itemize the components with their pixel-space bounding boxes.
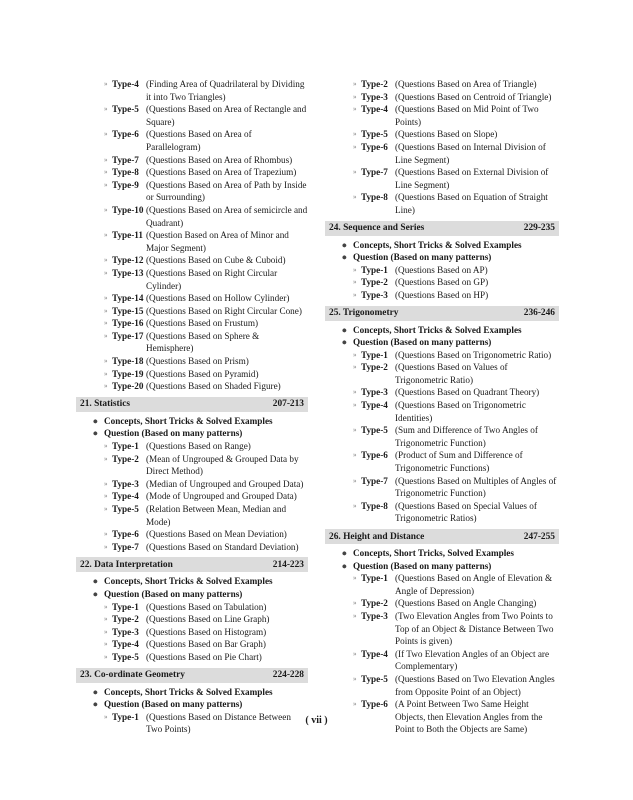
bullet-text: Concepts, Short Tricks & Solved Examples <box>104 686 273 697</box>
toc-type-entry <box>325 349 559 362</box>
type-description: (Questions Based on Line Graph) <box>146 614 270 625</box>
chapter-pages: 214-223 <box>272 559 304 570</box>
chevron-right-icon: » <box>104 357 108 366</box>
toc-type-entry <box>325 500 559 525</box>
type-label: Type-3 <box>361 289 388 300</box>
chevron-right-icon: » <box>353 611 357 620</box>
chevron-right-icon: » <box>353 92 357 101</box>
toc-bullet <box>76 575 308 588</box>
type-label: Type-5 <box>361 425 388 436</box>
toc-bullet <box>325 251 559 264</box>
toc-type-entry <box>76 651 308 664</box>
chevron-right-icon: » <box>104 306 108 315</box>
type-description: (Questions Based on Shaded Figure) <box>146 381 281 392</box>
type-label: Type-17 <box>112 330 144 341</box>
type-description: (Two Elevation Angles from Two Points to Top of an Object & Distance Between Two Points is given) <box>395 610 554 647</box>
type-label: Type-1 <box>361 349 388 360</box>
chapter-heading <box>76 557 308 572</box>
type-label: Type-9 <box>112 179 139 190</box>
type-description: (Questions Based on Sphere & Hemisphere) <box>146 330 260 354</box>
type-description: (Questions Based on Trigonometric Identities) <box>395 400 526 423</box>
chevron-right-icon: » <box>353 476 357 485</box>
bullet-icon: ● <box>341 252 347 263</box>
type-description: (A Point Between Two Same Height Objects, then Elevation Angles from the Point to Both the Objects are Same) <box>395 699 543 735</box>
toc-type-entry <box>76 254 308 267</box>
toc-type-entry <box>325 191 559 216</box>
type-description: (Questions Based on AP) <box>395 264 488 275</box>
chevron-right-icon: » <box>104 627 108 636</box>
type-description: (Question Based on Area of Minor and Major Segment) <box>146 230 289 253</box>
type-description: (Questions Based on Angle Changing) <box>395 598 537 609</box>
type-label: Type-2 <box>112 453 139 464</box>
type-description: (Relation Between Mean, Median and Mode) <box>146 504 287 527</box>
toc-bullet <box>325 547 559 560</box>
toc-bullet <box>76 427 308 440</box>
type-description: (Questions Based on Right Circular Cylinder) <box>146 267 278 291</box>
chevron-right-icon: » <box>353 674 357 683</box>
type-label: Type-4 <box>112 639 139 650</box>
type-description: (Questions Based on Multiples of Angles of Trigonometric Function) <box>395 475 557 499</box>
toc-type-entry <box>325 475 559 500</box>
type-label: Type-8 <box>361 500 388 511</box>
chapter-title: 21. Statistics <box>80 399 130 410</box>
type-label: Type-12 <box>112 255 144 266</box>
chapter-heading <box>325 221 559 236</box>
toc-type-entry <box>76 330 308 355</box>
type-description: (Finding Area of Quadrilateral by Dividing it into Two Triangles) <box>146 79 305 102</box>
chevron-right-icon: » <box>104 294 108 303</box>
type-label: Type-4 <box>112 491 139 502</box>
chevron-right-icon: » <box>353 451 357 460</box>
type-label: Type-3 <box>361 91 388 102</box>
right-column <box>325 78 559 736</box>
chevron-right-icon: » <box>353 401 357 410</box>
type-label: Type-7 <box>361 475 388 486</box>
chapter-pages: 247-255 <box>523 531 555 542</box>
bullet-text: Question (Based on many patterns) <box>104 428 243 439</box>
type-description: (Questions Based on Mid Point of Two Points) <box>395 104 539 127</box>
type-label: Type-6 <box>361 450 388 461</box>
toc-bullet <box>76 698 308 711</box>
chevron-right-icon: » <box>104 382 108 391</box>
chapter-heading <box>76 668 308 683</box>
toc-bullet <box>325 324 559 337</box>
chevron-right-icon: » <box>353 130 357 139</box>
bullet-text: Concepts, Short Tricks & Solved Examples <box>353 324 522 335</box>
chevron-right-icon: » <box>104 479 108 488</box>
type-label: Type-3 <box>361 387 388 398</box>
type-label: Type-5 <box>112 504 139 514</box>
toc-bullet <box>76 686 308 699</box>
type-description: (Questions Based on Area of Path by Inside or Surrounding) <box>146 179 307 203</box>
type-label: Type-2 <box>361 598 388 609</box>
type-label: Type-2 <box>112 614 139 625</box>
type-label: Type-2 <box>361 362 388 373</box>
chevron-right-icon: » <box>104 454 108 463</box>
bullet-text: Question (Based on many patterns) <box>104 588 243 599</box>
chevron-right-icon: » <box>353 388 357 397</box>
toc-type-entry <box>76 204 308 229</box>
chevron-right-icon: » <box>353 168 357 177</box>
type-label: Type-1 <box>361 573 388 584</box>
chevron-right-icon: » <box>104 105 108 114</box>
type-description: (Questions Based on Range) <box>146 441 251 452</box>
chevron-right-icon: » <box>104 155 108 164</box>
bullet-icon: ● <box>92 686 98 697</box>
chapter-title: 24. Sequence and Series <box>329 223 425 234</box>
type-label: Type-15 <box>112 305 144 316</box>
type-label: Type-1 <box>361 264 388 275</box>
toc-type-entry <box>325 424 559 449</box>
chevron-right-icon: » <box>353 501 357 510</box>
chevron-right-icon: » <box>104 231 108 240</box>
type-label: Type-5 <box>112 104 139 115</box>
chapter-heading <box>76 397 308 412</box>
toc-type-entry <box>76 453 308 478</box>
toc-type-entry <box>76 78 308 103</box>
type-description: (Questions Based on Right Circular Cone) <box>146 305 302 316</box>
page-number: ( vii ) <box>305 715 328 726</box>
toc-type-entry <box>76 368 308 381</box>
type-description: (Questions Based on Two Elevation Angles from Opposite Point of an Object) <box>395 673 555 697</box>
toc-type-entry <box>325 141 559 166</box>
bullet-icon: ● <box>92 428 98 439</box>
chapter-pages: 229-235 <box>523 223 555 234</box>
toc-type-entry <box>325 276 559 289</box>
type-label: Type-1 <box>112 601 139 612</box>
type-description: (Questions Based on Frustum) <box>146 318 259 329</box>
chevron-right-icon: » <box>104 492 108 501</box>
chevron-right-icon: » <box>353 363 357 372</box>
type-description: (Mean of Ungrouped & Grouped Data by Direct Method) <box>146 453 299 477</box>
type-label: Type-6 <box>112 529 139 540</box>
type-label: Type-16 <box>112 318 144 329</box>
toc-type-entry <box>325 572 559 597</box>
type-label: Type-20 <box>112 381 144 392</box>
chevron-right-icon: » <box>104 256 108 265</box>
type-label: Type-5 <box>361 129 388 140</box>
type-label: Type-3 <box>112 626 139 637</box>
toc-type-entry <box>76 292 308 305</box>
type-description: (Questions Based on Pyramid) <box>146 368 259 379</box>
chevron-right-icon: » <box>104 180 108 189</box>
chevron-right-icon: » <box>104 268 108 277</box>
bullet-icon: ● <box>92 699 98 710</box>
type-label: Type-3 <box>361 610 388 621</box>
chevron-right-icon: » <box>353 80 357 88</box>
type-description: (Questions Based on Equation of Straight Line) <box>395 192 548 215</box>
chevron-right-icon: » <box>104 615 108 624</box>
chapter-heading <box>325 529 559 544</box>
bullet-icon: ● <box>341 324 347 335</box>
type-description: (Questions Based on Histogram) <box>146 626 267 637</box>
bullet-icon: ● <box>92 576 98 587</box>
type-label: Type-14 <box>112 293 144 304</box>
chapter-title: 22. Data Interpretation <box>80 559 173 570</box>
chapter-pages: 236-246 <box>523 308 555 318</box>
type-description: (Mode of Ungrouped and Grouped Data) <box>146 491 297 502</box>
type-label: Type-1 <box>112 441 139 452</box>
toc-type-entry <box>325 648 559 673</box>
bullet-text: Question (Based on many patterns) <box>353 252 492 263</box>
type-description: (Questions Based on Area of Triangle) <box>395 79 537 89</box>
chevron-right-icon: » <box>104 130 108 139</box>
type-label: Type-4 <box>112 79 139 89</box>
bullet-text: Concepts, Short Tricks, Solved Examples <box>353 548 514 558</box>
toc-type-entry <box>76 305 308 318</box>
type-label: Type-2 <box>361 79 388 89</box>
toc-type-entry <box>325 399 559 424</box>
bullet-icon: ● <box>341 560 347 571</box>
chapter-title: 26. Height and Distance <box>329 531 425 542</box>
chapter-title: 23. Co-ordinate Geometry <box>80 670 185 681</box>
type-description: (Questions Based on Cube & Cuboid) <box>146 255 286 266</box>
toc-type-entry <box>325 91 559 104</box>
type-label: Type-11 <box>112 230 143 241</box>
toc-type-entry <box>325 78 559 91</box>
toc-type-entry <box>325 289 559 302</box>
chevron-right-icon: » <box>353 700 357 709</box>
toc-type-entry <box>76 601 308 614</box>
bullet-text: Question (Based on many patterns) <box>104 699 243 710</box>
type-description: (Product of Sum and Difference of Trigonometric Functions) <box>395 450 523 474</box>
type-description: (Questions Based on Hollow Cylinder) <box>146 293 290 304</box>
left-column <box>76 78 308 736</box>
type-description: (Median of Ungrouped and Grouped Data) <box>146 478 304 489</box>
toc-bullet <box>76 588 308 601</box>
type-description: (Questions Based on Bar Graph) <box>146 639 266 650</box>
chevron-right-icon: » <box>104 80 108 88</box>
chevron-right-icon: » <box>353 142 357 151</box>
bullet-text: Question (Based on many patterns) <box>353 337 492 348</box>
type-label: Type-10 <box>112 204 144 215</box>
bullet-text: Question (Based on many patterns) <box>353 560 492 571</box>
type-description: (Questions Based on Mean Deviation) <box>146 529 287 540</box>
type-label: Type-18 <box>112 356 144 367</box>
toc-type-entry <box>76 541 308 554</box>
toc-type-entry <box>325 610 559 648</box>
chevron-right-icon: » <box>104 205 108 214</box>
toc-type-entry <box>76 478 308 491</box>
type-description: (Questions Based on External Division of Line Segment) <box>395 167 549 190</box>
type-label: Type-7 <box>112 154 139 165</box>
type-label: Type-8 <box>112 167 139 178</box>
type-description: (Questions Based on Centroid of Triangle) <box>395 91 552 102</box>
chevron-right-icon: » <box>104 442 108 451</box>
toc-type-entry <box>76 128 308 153</box>
toc-bullet <box>325 336 559 349</box>
type-description: (Questions Based on Values of Trigonometric Ratio) <box>395 362 508 385</box>
chevron-right-icon: » <box>104 168 108 177</box>
toc-bullet <box>325 239 559 252</box>
type-description: (Questions Based on Special Values of Trigonometric Ratios) <box>395 500 537 524</box>
toc-type-entry <box>325 166 559 191</box>
type-description: (Questions Based on HP) <box>395 289 489 300</box>
chevron-right-icon: » <box>104 652 108 661</box>
type-label: Type-7 <box>361 167 388 178</box>
type-description: (Questions Based on Angle of Elevation & Angle of Depression) <box>395 573 553 596</box>
type-description: (Sum and Difference of Two Angles of Trigonometric Function) <box>395 425 538 448</box>
type-description: (Questions Based on Area of Rectangle and Square) <box>146 104 307 127</box>
toc-type-entry <box>76 179 308 204</box>
type-description: (Questions Based on Trigonometric Ratio) <box>395 349 552 360</box>
type-label: Type-4 <box>361 400 388 411</box>
toc-type-entry <box>325 597 559 610</box>
chapter-title: 25. Trigonometry <box>329 308 399 318</box>
chevron-right-icon: » <box>353 350 357 359</box>
type-description: (Questions Based on Tabulation) <box>146 601 267 612</box>
chevron-right-icon: » <box>104 331 108 340</box>
type-label: Type-5 <box>361 673 388 684</box>
type-description: (Questions Based on Internal Division of Line Segment) <box>395 141 546 165</box>
type-description: (Questions Based on Slope) <box>395 129 498 140</box>
toc-type-entry <box>325 264 559 277</box>
type-label: Type-6 <box>361 699 388 710</box>
bullet-text: Concepts, Short Tricks & Solved Examples <box>104 576 273 587</box>
type-description: (Questions Based on Prism) <box>146 356 249 367</box>
type-label: Type-1 <box>112 711 139 722</box>
toc-type-entry <box>325 673 559 698</box>
type-label: Type-8 <box>361 192 388 203</box>
toc-type-entry <box>76 154 308 167</box>
type-description: (Questions Based on Area of Parallelogram) <box>146 129 252 152</box>
toc-type-entry <box>76 528 308 541</box>
chapter-pages: 207-213 <box>272 399 304 410</box>
toc-type-entry <box>76 490 308 503</box>
chevron-right-icon: » <box>353 278 357 287</box>
toc-type-entry <box>325 361 559 386</box>
chevron-right-icon: » <box>104 319 108 328</box>
toc-type-entry <box>76 380 308 393</box>
chevron-right-icon: » <box>104 712 108 721</box>
type-description: (Questions Based on Standard Deviation) <box>146 541 299 552</box>
toc-type-entry <box>325 103 559 128</box>
type-label: Type-3 <box>112 478 139 489</box>
toc-type-entry <box>76 355 308 368</box>
type-label: Type-13 <box>112 267 144 278</box>
type-description: (Questions Based on Distance Between Two Points) <box>146 711 291 735</box>
type-description: (Questions Based on Quadrant Theory) <box>395 387 540 398</box>
chapter-pages: 224-228 <box>272 670 304 681</box>
chevron-right-icon: » <box>353 426 357 435</box>
type-label: Type-4 <box>361 104 388 115</box>
type-label: Type-4 <box>361 648 388 659</box>
type-description: (Questions Based on Pie Chart) <box>146 651 262 662</box>
toc-type-entry <box>76 626 308 639</box>
chevron-right-icon: » <box>353 265 357 274</box>
chevron-right-icon: » <box>353 290 357 299</box>
bullet-text: Concepts, Short Tricks & Solved Examples <box>353 239 522 250</box>
toc-type-entry <box>76 267 308 292</box>
type-label: Type-6 <box>112 129 139 140</box>
type-label: Type-6 <box>361 141 388 152</box>
bullet-icon: ● <box>341 548 347 558</box>
bullet-text: Concepts, Short Tricks & Solved Examples <box>104 415 273 426</box>
toc-bullet <box>76 415 308 428</box>
toc-type-entry <box>76 638 308 651</box>
chevron-right-icon: » <box>353 599 357 608</box>
chevron-right-icon: » <box>353 105 357 114</box>
type-description: (Questions Based on Area of Trapezium) <box>146 167 297 178</box>
type-description: (Questions Based on GP) <box>395 277 489 288</box>
chevron-right-icon: » <box>104 640 108 649</box>
toc-type-entry <box>76 613 308 626</box>
type-label: Type-7 <box>112 541 139 552</box>
toc-type-entry <box>76 503 308 528</box>
chevron-right-icon: » <box>353 649 357 658</box>
type-description: (Questions Based on Area of Rhombus) <box>146 154 293 165</box>
chevron-right-icon: » <box>104 602 108 611</box>
toc-type-entry <box>325 449 559 474</box>
toc-bullet <box>325 560 559 573</box>
toc-type-entry <box>76 229 308 254</box>
toc-type-entry <box>325 128 559 141</box>
bullet-icon: ● <box>341 337 347 348</box>
chevron-right-icon: » <box>104 530 108 539</box>
chapter-heading <box>325 306 559 321</box>
type-label: Type-5 <box>112 651 139 662</box>
type-description: (If Two Elevation Angles of an Object are Complementary) <box>395 648 550 672</box>
chevron-right-icon: » <box>104 542 108 551</box>
chevron-right-icon: » <box>104 505 108 513</box>
type-description: (Questions Based on Area of semicircle and Quadrant) <box>146 204 308 228</box>
chevron-right-icon: » <box>104 369 108 378</box>
bullet-icon: ● <box>341 239 347 250</box>
chevron-right-icon: » <box>353 193 357 202</box>
toc-type-entry <box>76 103 308 128</box>
type-label: Type-2 <box>361 277 388 288</box>
chevron-right-icon: » <box>353 574 357 583</box>
toc-type-entry <box>76 440 308 453</box>
bullet-icon: ● <box>92 415 98 426</box>
toc-type-entry <box>76 166 308 179</box>
bullet-icon: ● <box>92 588 98 599</box>
toc-type-entry <box>325 386 559 399</box>
toc-type-entry <box>76 317 308 330</box>
type-label: Type-19 <box>112 368 144 379</box>
